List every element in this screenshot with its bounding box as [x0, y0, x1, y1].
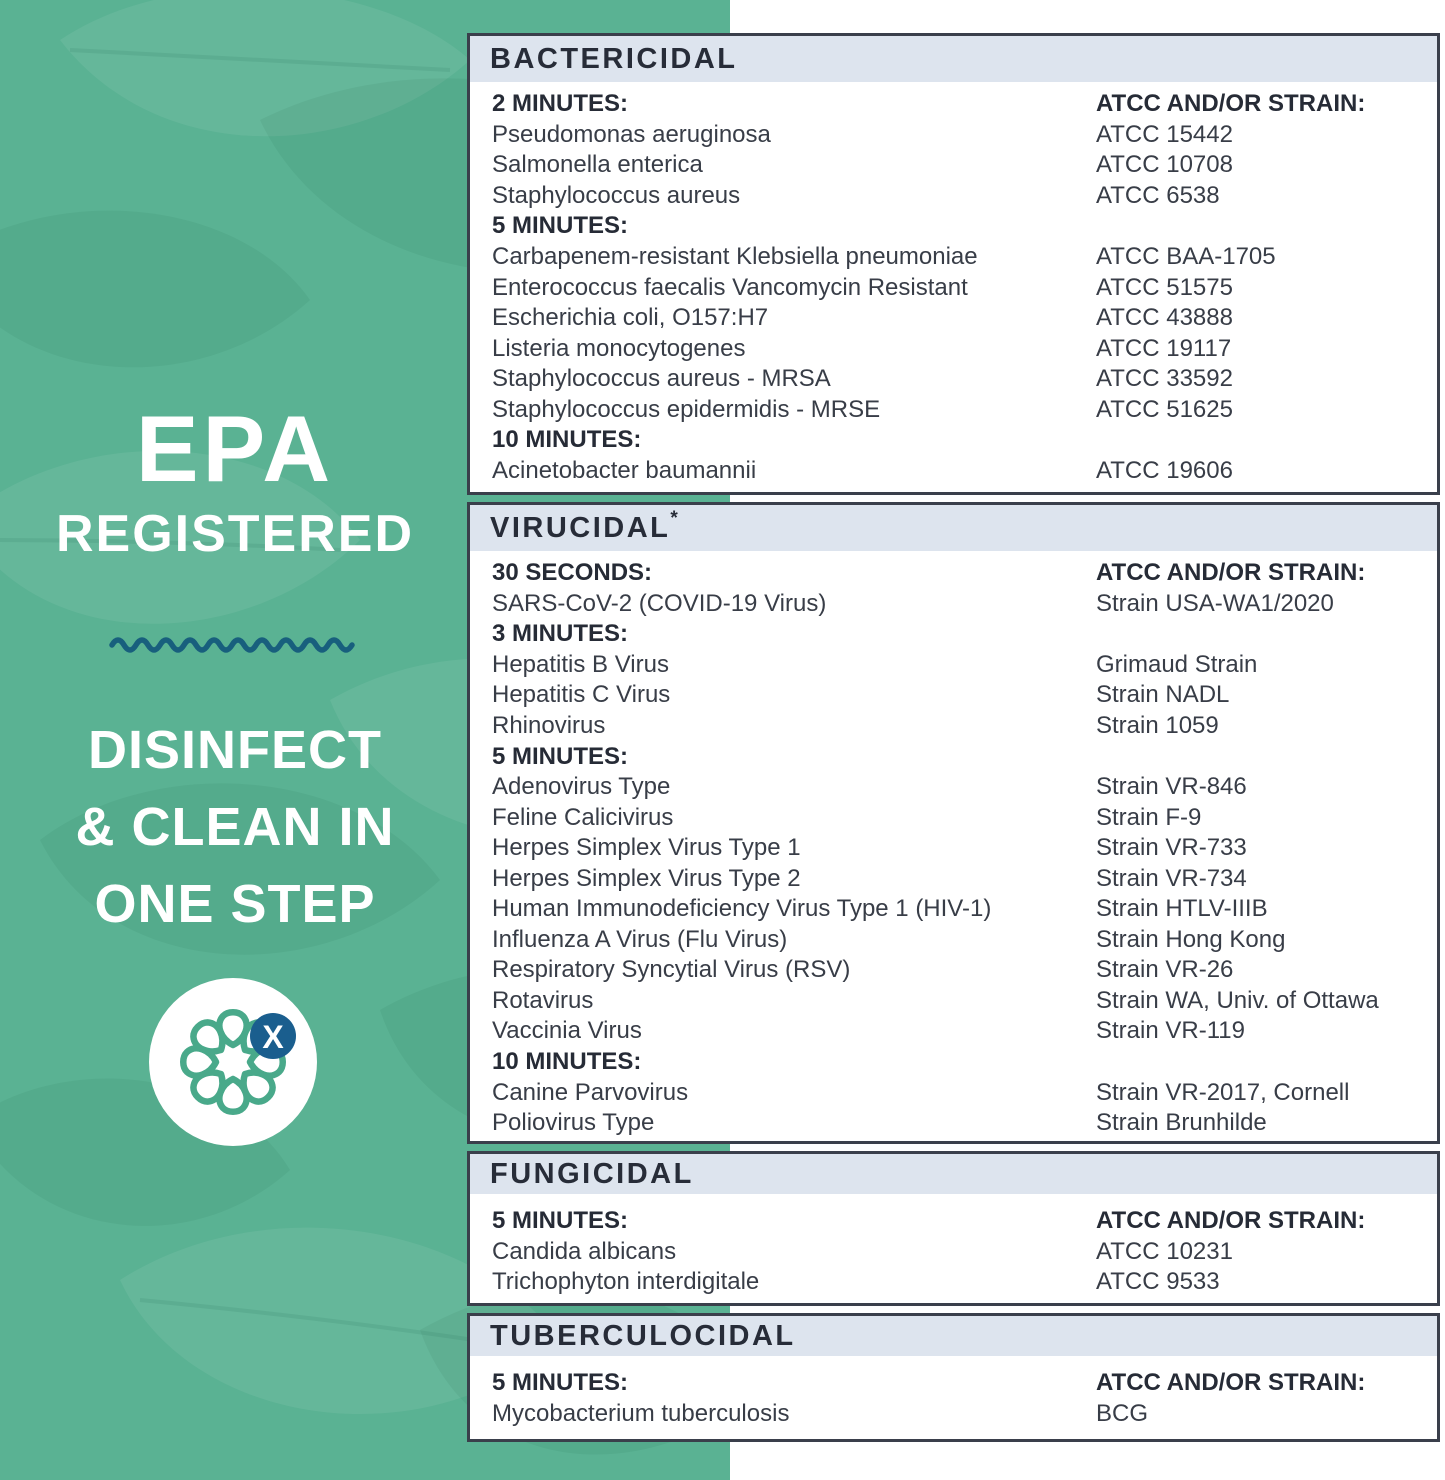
organism-cell: Staphylococcus aureus - MRSA [492, 365, 831, 393]
table-row [492, 1206, 1429, 1237]
organism-cell: SARS-CoV-2 (COVID-19 Virus) [492, 589, 827, 617]
table-row [492, 303, 1429, 334]
organism-cell: 2 MINUTES: [492, 90, 629, 118]
strain-cell: ATCC 43888 [1096, 304, 1233, 332]
strain-cell: ATCC 51625 [1096, 395, 1233, 423]
table-row [492, 558, 1429, 589]
section-title-asterisk: * [670, 508, 678, 529]
organism-cell: Enterococcus faecalis Vancomycin Resistant [492, 273, 968, 301]
strain-cell: ATCC BAA-1705 [1096, 243, 1276, 270]
section-header [470, 1316, 1437, 1356]
section-bactericidal [467, 33, 1440, 495]
organism-cell: Salmonella enterica [492, 151, 703, 179]
x-badge-icon [250, 1013, 296, 1059]
strain-cell: Strain VR-2017, Cornell [1096, 1078, 1350, 1106]
epa-title: EPA [135, 396, 335, 501]
section-title: FUNGICIDAL [490, 1157, 694, 1190]
strain-cell: Grimaud Strain [1096, 650, 1258, 678]
organism-cell: Acinetobacter baumannii [492, 456, 757, 484]
organism-cell: Pseudomonas aeruginosa [492, 120, 771, 148]
strain-cell: ATCC AND/OR STRAIN: [1096, 1207, 1366, 1235]
organism-cell: Hepatitis C Virus [492, 681, 671, 709]
strain-cell: Strain HTLV-IIIB [1096, 895, 1268, 923]
strain-cell: ATCC AND/OR STRAIN: [1096, 1369, 1366, 1397]
organism-cell: Rotavirus [492, 986, 594, 1014]
table-row [492, 802, 1429, 833]
organism-cell: Staphylococcus epidermidis - MRSE [492, 395, 881, 423]
strain-cell: ATCC 33592 [1096, 365, 1233, 393]
strain-cell: Strain VR-119 [1096, 1017, 1245, 1045]
organism-cell: Poliovirus Type [492, 1109, 655, 1137]
organism-cell: Respiratory Syncytial Virus (RSV) [492, 956, 851, 984]
table-row [492, 1108, 1429, 1139]
strain-cell: ATCC 10231 [1096, 1237, 1233, 1265]
organism-cell: Listeria monocytogenes [492, 334, 746, 362]
table-row [492, 333, 1429, 364]
organism-cell: Adenovirus Type [492, 773, 671, 801]
tagline [0, 712, 470, 943]
table-row [492, 1368, 1429, 1399]
organism-cell: Herpes Simplex Virus Type 2 [492, 864, 801, 892]
strain-cell: ATCC 6538 [1096, 181, 1220, 209]
organism-cell: Canine Parvovirus [492, 1078, 689, 1106]
section-header [470, 505, 1437, 551]
organism-cell: Trichophyton interdigitale [492, 1268, 760, 1296]
table-row [492, 925, 1429, 956]
table-row [492, 272, 1429, 303]
table-row [492, 1016, 1429, 1047]
strain-cell: Strain USA-WA1/2020 [1096, 589, 1334, 617]
table-row [492, 89, 1429, 120]
organism-cell: Mycobacterium tuberculosis [492, 1399, 790, 1427]
svg-text:X: X [262, 1019, 284, 1055]
table-row [492, 425, 1429, 456]
section-virucidal [467, 502, 1440, 1144]
organism-cell: 10 MINUTES: [492, 426, 642, 454]
strain-cell: Strain F-9 [1096, 803, 1202, 831]
organism-cell: 3 MINUTES: [492, 620, 629, 648]
table-row [492, 181, 1429, 212]
organism-cell: Rhinovirus [492, 712, 606, 739]
table-row [492, 894, 1429, 925]
table-row [492, 120, 1429, 151]
table-row [492, 242, 1429, 273]
tagline-line-2: & CLEAN IN [75, 797, 395, 857]
section-rows [470, 1356, 1437, 1429]
strain-cell: ATCC 19117 [1096, 334, 1232, 362]
table-row [492, 1399, 1429, 1430]
strain-cell: ATCC AND/OR STRAIN: [1096, 90, 1366, 118]
table-row [492, 456, 1429, 487]
organism-cell: 10 MINUTES: [492, 1048, 642, 1076]
organism-cell: Vaccinia Virus [492, 1017, 642, 1045]
table-row [492, 1237, 1429, 1268]
organism-cell: Influenza A Virus (Flu Virus) [492, 925, 788, 953]
organism-cell: Herpes Simplex Virus Type 1 [492, 834, 801, 862]
table-row [492, 211, 1429, 242]
organism-cell: Escherichia coli, O157:H7 [492, 304, 769, 332]
organism-cell: Hepatitis B Virus [492, 650, 669, 678]
section-rows [470, 82, 1437, 486]
strain-cell: ATCC 9533 [1096, 1268, 1220, 1296]
organism-cell: Feline Calicivirus [492, 803, 674, 831]
section-header [470, 1154, 1437, 1194]
table-row [492, 772, 1429, 803]
organism-cell: Candida albicans [492, 1237, 677, 1265]
table-row [492, 1077, 1429, 1108]
epa-registered-title: REGISTERED [55, 505, 415, 563]
organism-cell: 5 MINUTES: [492, 212, 629, 240]
efficacy-table [467, 33, 1440, 1442]
organism-cell: Staphylococcus aureus [492, 181, 741, 209]
table-row [492, 394, 1429, 425]
table-row [492, 741, 1429, 772]
table-row [492, 863, 1429, 894]
section-header [470, 36, 1437, 82]
organism-cell: Carbapenem-resistant Klebsiella pneumoniae [492, 243, 978, 270]
table-row [492, 711, 1429, 742]
table-row [492, 986, 1429, 1017]
strain-cell: Strain Brunhilde [1096, 1109, 1267, 1137]
organism-cell: Human Immunodeficiency Virus Type 1 (HIV-1) [492, 895, 992, 923]
organism-cell: 5 MINUTES: [492, 1369, 629, 1397]
strain-cell: Strain WA, Univ. of Ottawa [1096, 986, 1379, 1014]
strain-cell: ATCC AND/OR STRAIN: [1096, 559, 1366, 587]
table-row [492, 364, 1429, 395]
table-row [492, 833, 1429, 864]
tagline-line-1: DISINFECT [87, 720, 382, 780]
strain-cell: ATCC 19606 [1096, 456, 1233, 484]
strain-cell: ATCC 51575 [1096, 273, 1233, 301]
table-row [492, 150, 1429, 181]
virus-x-icon [148, 977, 318, 1147]
strain-cell: Strain VR-734 [1096, 864, 1247, 892]
section-title: BACTERICIDAL [490, 42, 738, 75]
table-row [492, 589, 1429, 620]
wave-line-icon [107, 632, 363, 654]
table-row [492, 619, 1429, 650]
section-tuberculocidal [467, 1313, 1440, 1442]
strain-cell: Strain NADL [1096, 681, 1230, 709]
strain-cell: BCG [1096, 1399, 1149, 1427]
organism-cell: 5 MINUTES: [492, 1207, 629, 1235]
section-rows [470, 551, 1437, 1138]
strain-cell: ATCC 15442 [1096, 120, 1233, 148]
strain-cell: Strain VR-26 [1096, 956, 1234, 984]
table-row [492, 680, 1429, 711]
section-title: VIRUCIDAL [490, 511, 671, 544]
strain-cell: Strain VR-846 [1096, 773, 1247, 801]
strain-cell: Strain Hong Kong [1096, 925, 1286, 953]
organism-cell: 5 MINUTES: [492, 742, 629, 770]
table-row [492, 1267, 1429, 1298]
table-row [492, 650, 1429, 681]
section-fungicidal [467, 1151, 1440, 1306]
organism-cell: 30 SECONDS: [492, 559, 653, 587]
section-title: TUBERCULOCIDAL [490, 1319, 796, 1352]
section-rows [470, 1194, 1437, 1298]
tagline-line-3: ONE STEP [94, 874, 376, 934]
strain-cell: Strain VR-733 [1096, 834, 1247, 862]
wavy-divider [0, 632, 470, 654]
strain-cell: Strain 1059 [1096, 712, 1219, 739]
strain-cell: ATCC 10708 [1096, 151, 1233, 179]
table-row [492, 1047, 1429, 1078]
table-row [492, 955, 1429, 986]
